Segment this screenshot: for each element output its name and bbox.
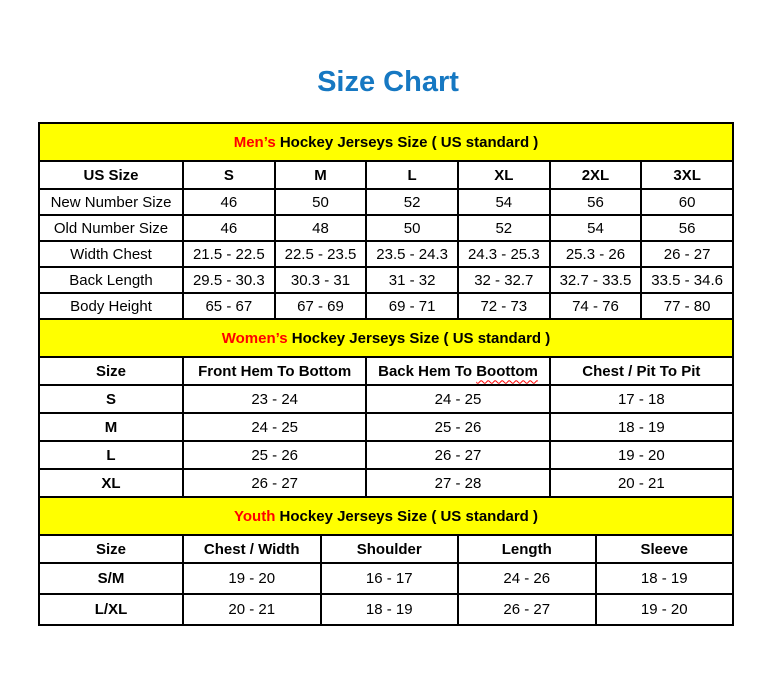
mens-col-header-3: L (366, 161, 458, 189)
womens-col-header-1: Front Hem To Bottom (183, 357, 366, 385)
mens-col-header-0: US Size (39, 161, 183, 189)
youth-row-L/XL (39, 594, 733, 625)
size-value: 77 - 80 (641, 293, 733, 319)
row-label: XL (39, 469, 183, 497)
row-label: S/M (39, 563, 183, 594)
size-value: 56 (550, 189, 642, 215)
youth-col-header-2: Shoulder (321, 535, 459, 563)
youth-banner (39, 497, 733, 535)
mens-col-header-4: XL (458, 161, 550, 189)
mens-row-Old Number Size (39, 215, 733, 241)
size-value: 54 (458, 189, 550, 215)
size-value: 29.5 - 30.3 (183, 267, 275, 293)
size-value: 19 - 20 (596, 594, 734, 625)
size-value: 33.5 - 34.6 (641, 267, 733, 293)
size-value: 25 - 26 (366, 413, 549, 441)
size-value: 17 - 18 (550, 385, 733, 413)
size-value: 56 (641, 215, 733, 241)
mens-row-Body Height (39, 293, 733, 319)
size-value: 46 (183, 189, 275, 215)
youth-col-header-3: Length (458, 535, 596, 563)
row-label: S (39, 385, 183, 413)
womens-col-header-3: Chest / Pit To Pit (550, 357, 733, 385)
size-value: 24 - 25 (183, 413, 366, 441)
womens-row-S (39, 385, 733, 413)
size-value: 60 (641, 189, 733, 215)
size-value: 50 (275, 189, 367, 215)
womens-header-row (39, 357, 733, 385)
womens-row-XL (39, 469, 733, 497)
size-value: 26 - 27 (183, 469, 366, 497)
youth-banner-accent: Youth (234, 507, 276, 525)
size-value: 67 - 69 (275, 293, 367, 319)
youth-banner-row (39, 497, 733, 535)
size-value: 65 - 67 (183, 293, 275, 319)
size-value: 24 - 26 (458, 563, 596, 594)
size-value: 22.5 - 23.5 (275, 241, 367, 267)
mens-col-header-6: 3XL (641, 161, 733, 189)
row-label: Back Length (39, 267, 183, 293)
row-label: M (39, 413, 183, 441)
womens-col-header-2: Back Hem To Boottom (366, 357, 549, 385)
size-value: 32.7 - 33.5 (550, 267, 642, 293)
youth-col-header-0: Size (39, 535, 183, 563)
size-value: 21.5 - 22.5 (183, 241, 275, 267)
row-label: New Number Size (39, 189, 183, 215)
size-value: 19 - 20 (183, 563, 321, 594)
womens-banner-row (39, 319, 733, 357)
size-value: 26 - 27 (641, 241, 733, 267)
size-value: 30.3 - 31 (275, 267, 367, 293)
size-value: 20 - 21 (183, 594, 321, 625)
row-label: Body Height (39, 293, 183, 319)
mens-banner-row (39, 123, 733, 161)
size-value: 74 - 76 (550, 293, 642, 319)
youth-col-header-1: Chest / Width (183, 535, 321, 563)
size-value: 16 - 17 (321, 563, 459, 594)
size-value: 24 - 25 (366, 385, 549, 413)
size-value: 20 - 21 (550, 469, 733, 497)
size-value: 18 - 19 (550, 413, 733, 441)
mens-header-row (39, 161, 733, 189)
page-title: Size Chart (317, 66, 459, 98)
size-value: 48 (275, 215, 367, 241)
size-value: 50 (366, 215, 458, 241)
size-value: 32 - 32.7 (458, 267, 550, 293)
size-value: 26 - 27 (366, 441, 549, 469)
womens-size-table (38, 318, 734, 498)
size-value: 52 (366, 189, 458, 215)
size-value: 25.3 - 26 (550, 241, 642, 267)
mens-banner (39, 123, 733, 161)
size-value: 23.5 - 24.3 (366, 241, 458, 267)
size-value: 26 - 27 (458, 594, 596, 625)
row-label: L (39, 441, 183, 469)
mens-col-header-1: S (183, 161, 275, 189)
mens-size-table (38, 122, 734, 320)
mens-banner-text: Hockey Jerseys Size ( US standard ) (275, 133, 539, 151)
youth-banner-text: Hockey Jerseys Size ( US standard ) (275, 507, 538, 525)
size-value: 72 - 73 (458, 293, 550, 319)
womens-banner (39, 319, 733, 357)
mens-col-header-2: M (275, 161, 367, 189)
size-value: 25 - 26 (183, 441, 366, 469)
womens-banner-text: Hockey Jerseys Size ( US standard ) (287, 329, 551, 347)
size-value: 18 - 19 (321, 594, 459, 625)
youth-col-header-4: Sleeve (596, 535, 734, 563)
womens-row-M (39, 413, 733, 441)
size-value: 69 - 71 (366, 293, 458, 319)
size-value: 54 (550, 215, 642, 241)
misspelled-word: Boottom (476, 362, 538, 380)
youth-size-table (38, 496, 734, 626)
youth-row-S/M (39, 563, 733, 594)
size-value: 18 - 19 (596, 563, 734, 594)
womens-banner-accent: Women’s (221, 329, 288, 347)
row-label: Width Chest (39, 241, 183, 267)
size-value: 23 - 24 (183, 385, 366, 413)
mens-row-Width Chest (39, 241, 733, 267)
size-value: 46 (183, 215, 275, 241)
size-value: 27 - 28 (366, 469, 549, 497)
mens-row-New Number Size (39, 189, 733, 215)
mens-col-header-5: 2XL (550, 161, 642, 189)
row-label: L/XL (39, 594, 183, 625)
mens-row-Back Length (39, 267, 733, 293)
size-value: 52 (458, 215, 550, 241)
row-label: Old Number Size (39, 215, 183, 241)
womens-row-L (39, 441, 733, 469)
size-value: 24.3 - 25.3 (458, 241, 550, 267)
size-tables (38, 122, 734, 626)
size-value: 31 - 32 (366, 267, 458, 293)
youth-header-row (39, 535, 733, 563)
mens-banner-accent: Men’s (233, 133, 276, 151)
size-value: 19 - 20 (550, 441, 733, 469)
womens-col-header-0: Size (39, 357, 183, 385)
